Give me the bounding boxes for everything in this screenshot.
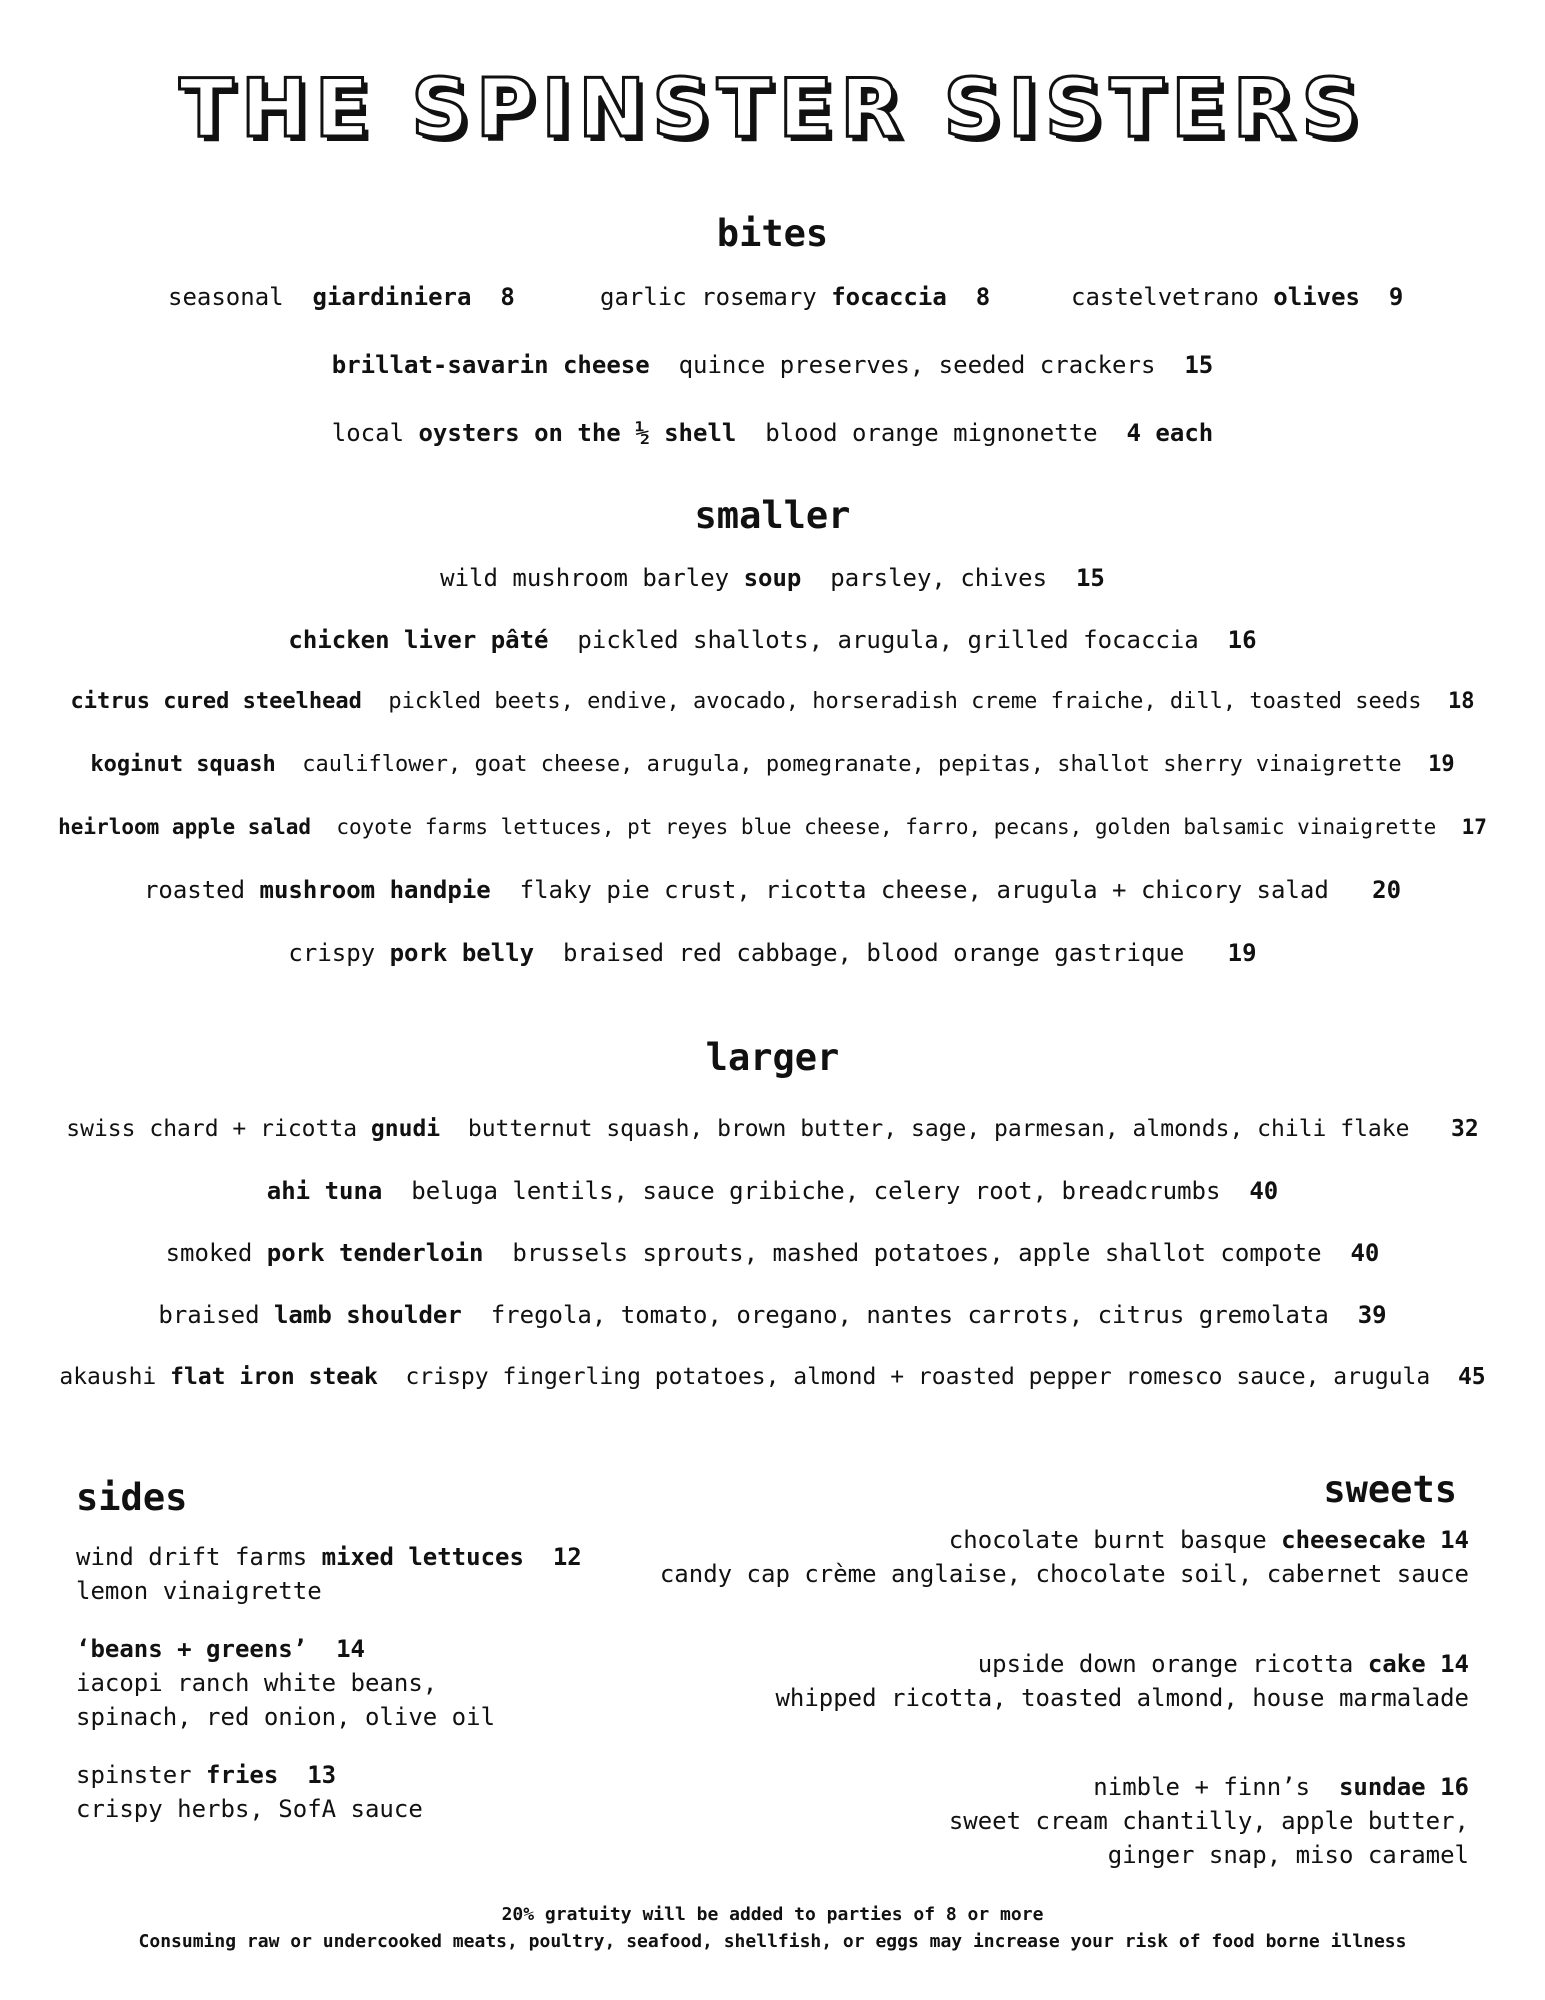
item-name: flat iron steak [170, 1364, 378, 1390]
item-name: ahi tuna [266, 1177, 383, 1205]
item-name: giardiniera [312, 283, 472, 311]
menu-item [0, 563, 1545, 593]
item-price: 8 [975, 283, 991, 311]
menu-item [0, 875, 1545, 905]
item-price: 45 [1457, 1364, 1486, 1390]
item-price: 14 [1440, 1650, 1469, 1678]
item-description: butternut squash, brown butter, sage, parmesan, almonds, chili flake [467, 1116, 1410, 1142]
item-price: 8 [500, 283, 515, 311]
item-prefix: seasonal [168, 283, 299, 311]
item-description: ginger snap, miso caramel [1107, 1841, 1469, 1869]
item-prefix: nimble + finn’s [1093, 1773, 1325, 1801]
menu-item [0, 1362, 1545, 1392]
item-name: pork tenderloin [266, 1239, 484, 1267]
side-item [76, 1758, 423, 1826]
item-description: whipped ricotta, toasted almond, house marmalade [775, 1684, 1469, 1712]
item-description: iacopi ranch white beans, [76, 1669, 438, 1697]
item-price: 9 [1388, 283, 1404, 311]
menu-item [0, 812, 1545, 842]
item-price: 19 [1428, 752, 1455, 777]
item-description: pickled beets, endive, avocado, horseradish creme fraiche, dill, toasted seeds [388, 689, 1422, 714]
item-name: olives [1273, 283, 1360, 311]
item-prefix: crispy [288, 939, 390, 967]
section-heading-sides: sides [76, 1476, 188, 1519]
item-price: 40 [1249, 1177, 1279, 1205]
item-description: crispy herbs, SofA sauce [76, 1795, 423, 1823]
side-item [76, 1540, 582, 1608]
item-description: beluga lentils, sauce gribiche, celery root, breadcrumbs [411, 1177, 1221, 1205]
menu-item [1071, 282, 1403, 312]
menu-item [0, 1114, 1545, 1144]
item-prefix: braised [158, 1301, 274, 1329]
item-description: fregola, tomato, oregano, nantes carrots, citrus gremolata [490, 1301, 1329, 1329]
menu-item [0, 750, 1545, 780]
item-description: parsley, chives [830, 564, 1048, 592]
item-prefix: wild mushroom barley [440, 564, 744, 592]
item-description: sweet cream chantilly, apple butter, [948, 1807, 1469, 1835]
menu-item [0, 1300, 1545, 1330]
item-price: 39 [1357, 1301, 1387, 1329]
item-prefix: local [331, 419, 419, 447]
item-name: focaccia [831, 283, 947, 311]
item-prefix: chocolate burnt basque [948, 1526, 1282, 1554]
menu-item [0, 625, 1545, 655]
item-prefix: spinster [76, 1761, 207, 1789]
item-price: 18 [1448, 689, 1475, 714]
item-prefix: wind drift farms [76, 1543, 322, 1571]
item-name: cake [1367, 1650, 1426, 1678]
item-description: cauliflower, goat cheese, arugula, pomegranate, pepitas, shallot sherry vinaigrette [302, 752, 1402, 777]
item-prefix: smoked [165, 1239, 267, 1267]
menu-item [0, 1238, 1545, 1268]
item-price: 12 [552, 1543, 582, 1571]
item-description: crispy fingerling potatoes, almond + roasted pepper romesco sauce, arugula [405, 1364, 1431, 1390]
item-price: 15 [1075, 564, 1105, 592]
menu-item [0, 687, 1545, 717]
item-name: soup [743, 564, 802, 592]
item-name: oysters on the ½ shell [418, 419, 737, 447]
item-price: 16 [1440, 1773, 1469, 1801]
item-price: 15 [1184, 351, 1214, 379]
item-description: coyote farms lettuces, pt reyes blue cheese, farro, pecans, golden balsamic vinaigrette [336, 815, 1437, 839]
section-heading-larger: larger [705, 1036, 840, 1079]
item-prefix: upside down orange ricotta [977, 1650, 1368, 1678]
item-name: citrus cured steelhead [70, 689, 362, 714]
item-prefix: castelvetrano [1071, 283, 1274, 311]
item-prefix: roasted [143, 876, 260, 904]
section-heading-bites: bites [716, 212, 829, 255]
item-price: 32 [1451, 1116, 1479, 1142]
item-description: blood orange mignonette [765, 419, 1098, 447]
item-prefix: akaushi [59, 1364, 171, 1390]
side-item [76, 1632, 495, 1734]
item-name: cheesecake [1281, 1526, 1426, 1554]
menu-item [0, 1176, 1545, 1206]
sweet-item [660, 1523, 1469, 1591]
item-name: mixed lettuces [321, 1543, 524, 1571]
item-description: spinach, red onion, olive oil [76, 1703, 496, 1731]
item-name: brillat-savarin cheese [331, 351, 650, 379]
item-description: brussels sprouts, mashed potatoes, apple shallot compote [512, 1239, 1322, 1267]
item-price: 40 [1350, 1239, 1380, 1267]
item-name: pork belly [389, 939, 535, 967]
item-name: ‘beans + greens’ [76, 1635, 308, 1663]
item-name: lamb shoulder [273, 1301, 462, 1329]
item-name: koginut squash [90, 752, 276, 777]
sweet-item [949, 1770, 1469, 1872]
menu-item [0, 350, 1545, 380]
section-heading-sweets: sweets [1323, 1468, 1457, 1511]
item-prefix: swiss chard + ricotta [66, 1116, 371, 1142]
item-prefix: garlic rosemary [600, 283, 832, 311]
item-price: 20 [1372, 876, 1402, 904]
gratuity-note: 20% gratuity will be added to parties of 8 or more [501, 1904, 1044, 1925]
item-description: candy cap crème anglaise, chocolate soil, cabernet sauce [659, 1560, 1469, 1588]
item-description: flaky pie crust, ricotta cheese, arugula + chicory salad [519, 876, 1329, 904]
sweet-item [775, 1647, 1469, 1715]
item-name: gnudi [370, 1116, 441, 1142]
menu-item [0, 418, 1545, 448]
item-name: heirloom apple salad [58, 815, 312, 839]
item-name: chicken liver pâté [288, 626, 549, 654]
item-description: quince preserves, seeded crackers [678, 351, 1156, 379]
item-price: 16 [1227, 626, 1257, 654]
menu-item [0, 938, 1545, 968]
section-heading-smaller: smaller [694, 494, 851, 537]
restaurant-title: THE SPINSTER SISTERS [179, 62, 1366, 155]
item-price: 4 each [1126, 419, 1214, 447]
menu-item [168, 282, 515, 312]
item-price: 14 [336, 1635, 365, 1663]
item-name: fries [206, 1761, 279, 1789]
item-description: braised red cabbage, blood orange gastrique [562, 939, 1185, 967]
item-price: 14 [1440, 1526, 1469, 1554]
item-name: mushroom handpie [259, 876, 491, 904]
menu-item [600, 282, 990, 312]
item-description: lemon vinaigrette [76, 1577, 322, 1605]
item-name: sundae [1338, 1773, 1426, 1801]
food-safety-warning: Consuming raw or undercooked meats, poultry, seafood, shellfish, or eggs may increase your risk of food borne illness [138, 1931, 1407, 1952]
item-price: 17 [1461, 815, 1487, 839]
item-description: pickled shallots, arugula, grilled focaccia [577, 626, 1199, 654]
item-price: 19 [1227, 939, 1257, 967]
item-price: 13 [307, 1761, 337, 1789]
